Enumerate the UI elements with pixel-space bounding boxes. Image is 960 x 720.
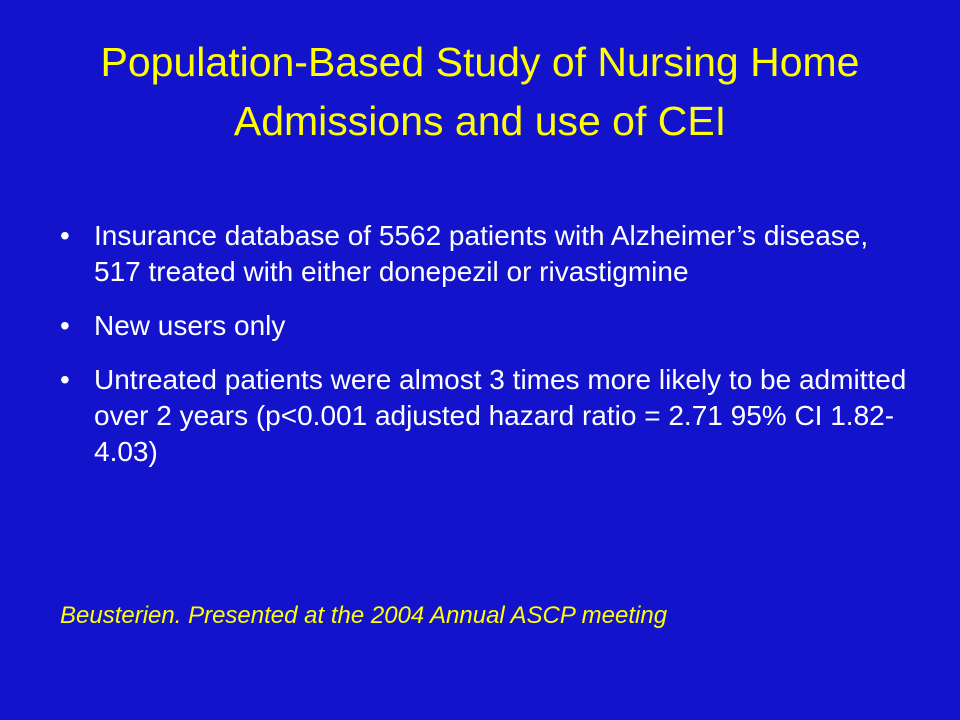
bullet-text: Untreated patients were almost 3 times more likely to be admitted over 2 years (p<0.001 adjusted hazard ratio = 2.71 95% CI 1.82-4.03) — [94, 364, 907, 467]
bullet-marker-icon: • — [60, 364, 70, 395]
bullet-list — [60, 218, 920, 488]
bullet-text: New users only — [94, 310, 286, 341]
bullet-marker-icon: • — [60, 310, 70, 341]
bullet-item-new-users — [60, 308, 920, 344]
bullet-marker-icon: • — [60, 220, 70, 251]
citation: Beusterien. Presented at the 2004 Annual ASCP meeting — [60, 602, 668, 629]
bullet-item-untreated-patients — [60, 362, 920, 470]
slide-title: Population-Based Study of Nursing Home Admissions and use of CEI — [100, 39, 860, 144]
bullet-item-database — [60, 218, 920, 290]
bullet-text: Insurance database of 5562 patients with Alzheimer’s disease, 517 treated with either donepezil or rivastigmine — [94, 220, 869, 287]
